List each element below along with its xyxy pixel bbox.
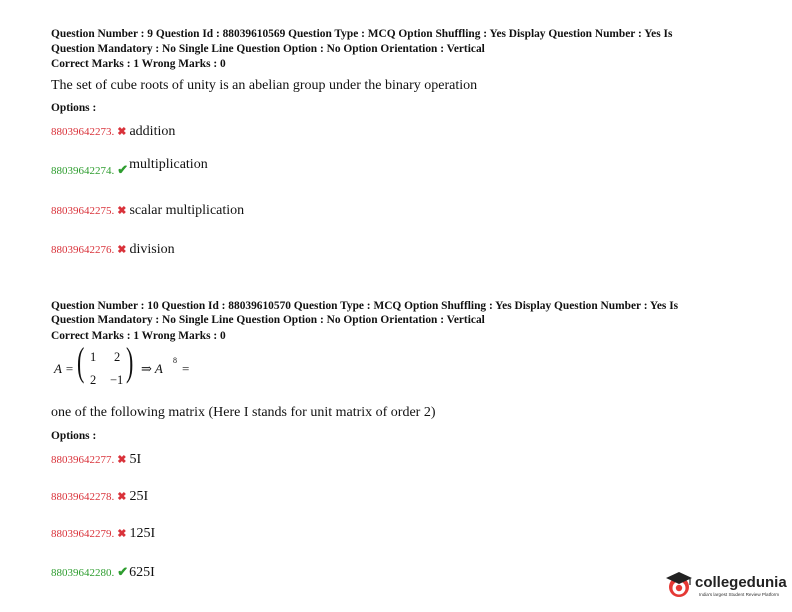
check-icon: ✔ <box>117 564 129 579</box>
brand-tagline: India's largest Student Review Platform <box>699 592 780 597</box>
cross-icon: ✖ <box>117 126 127 138</box>
option-text: 125I <box>129 526 156 541</box>
matrix-lhs: A = <box>54 361 74 376</box>
q10-question-text: one of the following matrix (Here I stands for unit matrix of order 2) <box>51 405 436 420</box>
option-text: division <box>129 242 175 257</box>
option-id: 88039642278. <box>51 491 115 503</box>
option-id: 88039642280. <box>51 567 115 579</box>
graduation-cap-icon <box>664 570 694 600</box>
q10-header-line1: Question Number : 10 Question Id : 88039610570 Question Type : MCQ Option Shuffling : Yes Display Question Number : Yes Is <box>51 300 679 312</box>
option-id: 88039642277. <box>51 454 115 466</box>
option-text: multiplication <box>129 157 208 172</box>
q9-header-line1: Question Number : 9 Question Id : 88039610569 Question Type : MCQ Option Shuffling : Yes Display Question Number : Yes Is <box>51 28 673 40</box>
option-text: 5I <box>129 452 142 467</box>
option-id: 88039642279. <box>51 528 115 540</box>
q10-header-line2: Question Mandatory : No Single Line Question Option : No Option Orientation : Vertical <box>51 314 485 326</box>
q9-header-line2: Question Mandatory : No Single Line Question Option : No Option Orientation : Vertical <box>51 43 485 55</box>
q10-option-1[interactable] <box>51 450 141 468</box>
option-id: 88039642273. <box>51 126 115 138</box>
q10-options-label: Options : <box>51 430 97 442</box>
check-icon: ✔ <box>117 162 129 177</box>
cross-icon: ✖ <box>117 244 127 256</box>
left-paren: ( <box>76 339 85 384</box>
q10-option-3[interactable] <box>51 524 155 542</box>
matrix-power: 8 <box>173 356 177 365</box>
option-id: 88039642274. <box>51 165 115 177</box>
matrix-cell: −1 <box>110 373 124 387</box>
q9-option-1[interactable] <box>51 122 175 140</box>
matrix-cell: 2 <box>114 350 121 364</box>
q9-question-text: The set of cube roots of unity is an abelian group under the binary operation <box>51 78 478 93</box>
right-paren: ) <box>125 339 134 384</box>
option-text: 625I <box>129 565 155 580</box>
cross-icon: ✖ <box>117 528 127 540</box>
matrix-rhs: ⇒ A <box>141 361 163 376</box>
brand-name: collegedunia <box>695 574 787 591</box>
cross-icon: ✖ <box>117 205 127 217</box>
collegedunia-logo <box>664 570 788 604</box>
matrix-equals: = <box>182 361 190 376</box>
cross-icon: ✖ <box>117 454 127 466</box>
option-text: 25I <box>129 489 149 504</box>
q9-option-2[interactable] <box>51 157 208 179</box>
q10-option-4[interactable] <box>51 563 155 581</box>
option-id: 88039642276. <box>51 244 115 256</box>
matrix-cell: 1 <box>90 350 97 364</box>
q9-marks: Correct Marks : 1 Wrong Marks : 0 <box>51 58 226 70</box>
q10-option-2[interactable] <box>51 487 148 505</box>
q9-option-3[interactable] <box>51 201 244 219</box>
cross-icon: ✖ <box>117 491 127 503</box>
option-text: scalar multiplication <box>129 203 245 218</box>
q9-options-label: Options : <box>51 102 97 114</box>
option-id: 88039642275. <box>51 205 115 217</box>
option-text: addition <box>129 124 176 139</box>
q9-option-4[interactable] <box>51 240 175 258</box>
matrix-cell: 2 <box>90 373 97 387</box>
q10-marks: Correct Marks : 1 Wrong Marks : 0 <box>51 330 226 342</box>
matrix-equation <box>51 339 211 392</box>
